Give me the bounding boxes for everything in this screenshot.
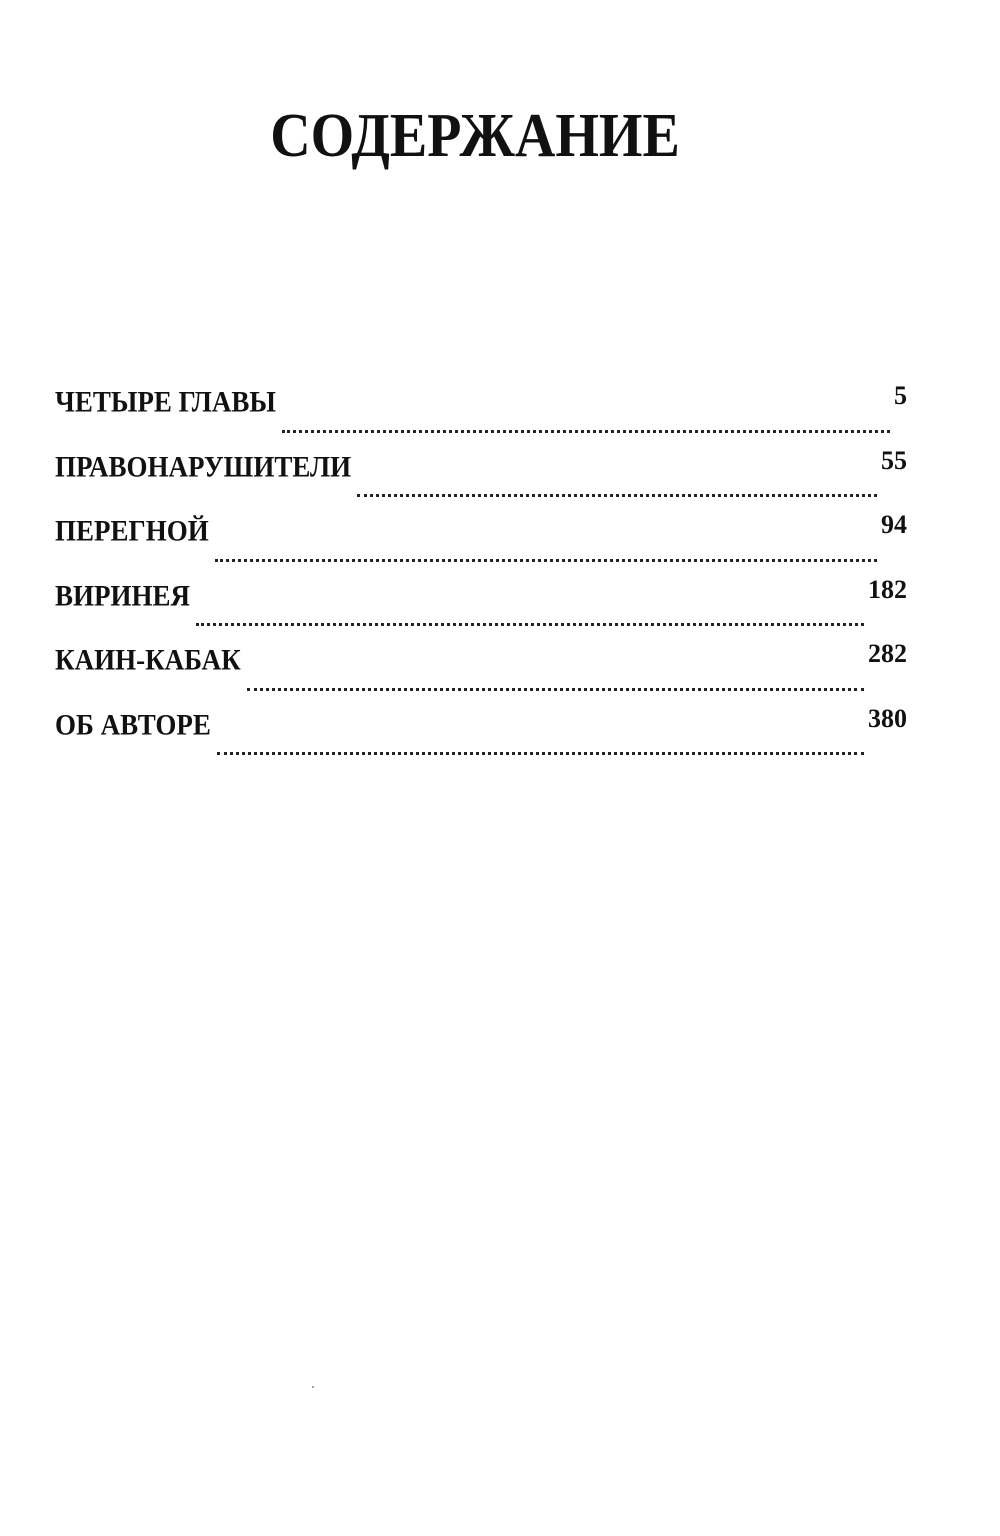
toc-entry-title: ПЕРЕГНОЙ [55,513,209,547]
dot-leader [196,623,864,626]
dot-leader [215,559,877,562]
dot-leader [357,494,877,497]
toc-entry-title: ОБ АВТОРЕ [55,707,211,741]
toc-entry-title: ВИРИНЕЯ [55,578,191,612]
toc-entry [55,381,907,453]
toc-entry-page: 94 [881,510,907,539]
page-title: СОДЕРЖАНИЕ [270,101,680,171]
toc-entry-page: 182 [868,574,907,604]
toc-entry-title: ПРАВОНАРУШИТЕЛИ [55,449,352,483]
toc-entry-page: 380 [868,703,907,733]
toc-entry-title: КАИН-КАБАК [55,642,241,676]
toc-entry-title: ЧЕТЫРЕ ГЛАВЫ [55,384,276,418]
dot-leader [247,688,864,691]
toc-entry [55,703,907,776]
dot-leader [282,430,890,433]
toc-entry-page: 55 [881,445,907,475]
toc-entry [55,574,907,647]
print-speck [312,1386,314,1388]
toc-entry-page: 282 [868,639,907,668]
toc-entry [55,510,907,582]
toc-entry [55,445,907,518]
toc-entry [55,639,907,711]
dot-leader [217,752,864,755]
table-of-contents [55,381,907,775]
toc-entry-page: 5 [894,381,907,410]
